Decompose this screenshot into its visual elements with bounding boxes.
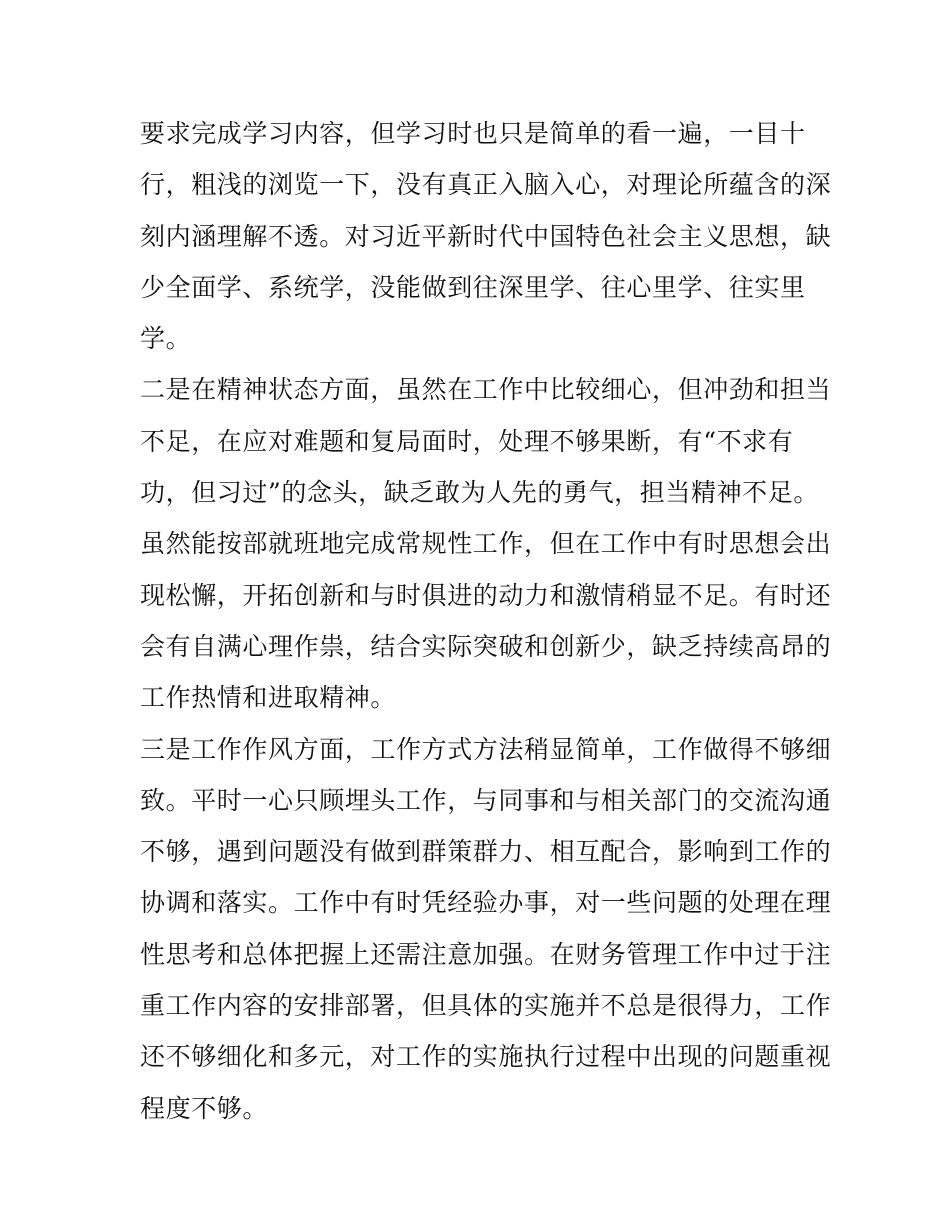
text-line: 要求完成学习内容，但学习时也只是简单的看一遍，一目十 bbox=[140, 119, 806, 148]
text-line: 重工作内容的安排部署，但具体的实施并不总是很得力，工作 bbox=[140, 991, 832, 1021]
text-line: 虽然能按部就班地完成常规性工作，但在工作中有时思想会出 bbox=[140, 529, 832, 559]
text-line: 程度不够。 bbox=[140, 1093, 269, 1123]
text-line: 学。 bbox=[140, 324, 192, 354]
text-line: 功，但习过”的念头，缺乏敢为人先的勇气，担当精神不足。 bbox=[140, 478, 819, 508]
text-line: 少全面学、系统学，没能做到往深里学、往心里学、往实里 bbox=[140, 272, 806, 302]
text-line: 不够，遇到问题没有做到群策群力、相互配合，影响到工作的 bbox=[140, 837, 832, 867]
text-line: 致。平时一心只顾埋头工作，与同事和与相关部门的交流沟通 bbox=[140, 785, 832, 815]
text-line: 三是工作作风方面，工作方式方法稍显简单，工作做得不够细 bbox=[140, 734, 832, 764]
text-line: 刻内涵理解不透。对习近平新时代中国特色社会主义思想，缺 bbox=[140, 221, 832, 251]
text-line: 行，粗浅的浏览一下，没有真正入脑入心，对理论所蕴含的深 bbox=[140, 170, 832, 200]
text-line: 会有自满心理作祟，结合实际突破和创新少，缺乏持续高昂的 bbox=[140, 631, 832, 661]
text-line: 不足，在应对难题和复局面时，处理不够果断，有“不求有 bbox=[140, 426, 794, 456]
text-line: 现松懈，开拓创新和与时俱进的动力和激情稍显不足。有时还 bbox=[140, 580, 832, 610]
text-line: 性思考和总体把握上还需注意加强。在财务管理工作中过于注 bbox=[140, 939, 832, 969]
document-body bbox=[140, 108, 830, 1134]
text-line: 协调和落实。工作中有时凭经验办事，对一些问题的处理在理 bbox=[140, 888, 832, 918]
text-line: 二是在精神状态方面，虽然在工作中比较细心，但冲劲和担当 bbox=[140, 375, 832, 405]
text-line: 工作热情和进取精神。 bbox=[140, 683, 397, 713]
text-line: 还不够细化和多元，对工作的实施执行过程中出现的问题重视 bbox=[140, 1042, 832, 1072]
